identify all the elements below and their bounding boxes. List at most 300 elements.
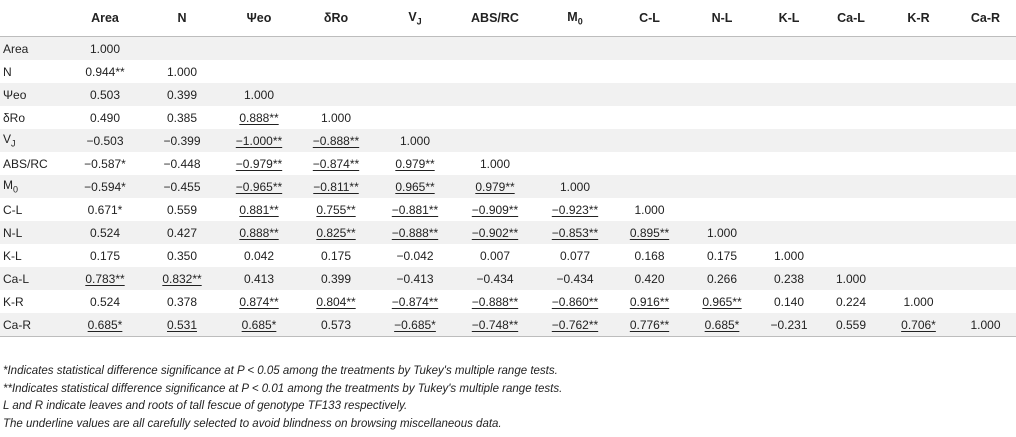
table-cell	[820, 198, 882, 221]
table-cell	[613, 152, 686, 175]
table-cell	[882, 175, 955, 198]
table-cell	[141, 83, 223, 106]
cell-value: 1.000	[634, 202, 665, 217]
cell-value: 0.825**	[316, 225, 356, 240]
table-row	[0, 152, 1016, 175]
table-row	[0, 290, 1016, 313]
cell-value: 0.531	[166, 317, 198, 332]
cell-value: 0.706*	[901, 317, 936, 332]
cell-value: 0.965**	[395, 179, 435, 194]
table-cell	[613, 244, 686, 267]
table-cell	[537, 244, 613, 267]
table-cell	[295, 152, 377, 175]
table-cell	[537, 106, 613, 129]
table-cell	[453, 37, 537, 61]
table-cell	[613, 221, 686, 244]
header-psi-eo: Ψeo	[223, 0, 295, 37]
cell-value: −0.811**	[313, 179, 359, 194]
cell-value: 0.175	[706, 248, 738, 263]
table-cell	[758, 83, 820, 106]
table-cell	[613, 106, 686, 129]
cell-value: −0.853**	[551, 225, 599, 240]
table-cell	[141, 106, 223, 129]
row-label: C-L	[0, 198, 69, 221]
table-cell	[141, 37, 223, 61]
cell-value: 0.881**	[239, 202, 279, 217]
table-cell	[882, 60, 955, 83]
table-row	[0, 244, 1016, 267]
cell-value: 0.671*	[87, 202, 123, 217]
row-label-sub: J	[11, 138, 16, 149]
table-cell	[955, 60, 1016, 83]
table-cell	[377, 267, 453, 290]
table-cell	[613, 198, 686, 221]
cell-value: −0.965**	[235, 179, 283, 194]
header-delta-ro: δRo	[295, 0, 377, 37]
cell-value: 0.685*	[704, 317, 740, 332]
header-area: Area	[69, 0, 141, 37]
table-cell	[453, 83, 537, 106]
table-cell	[377, 175, 453, 198]
table-cell	[882, 37, 955, 61]
table-cell	[613, 267, 686, 290]
table-cell	[686, 290, 758, 313]
cell-value: 1.000	[166, 64, 198, 79]
footnotes	[3, 363, 562, 433]
cell-value: 0.490	[89, 110, 121, 125]
table-row	[0, 37, 1016, 61]
row-label-main: V	[3, 132, 12, 147]
cell-value: −0.594*	[84, 179, 126, 194]
table-cell	[686, 83, 758, 106]
cell-value: −0.762**	[551, 317, 599, 332]
table-cell	[223, 60, 295, 83]
cell-value: −0.748**	[471, 317, 519, 332]
table-cell	[537, 175, 613, 198]
table-cell	[955, 244, 1016, 267]
table-cell	[955, 198, 1016, 221]
table-cell	[377, 37, 453, 61]
table-cell	[686, 129, 758, 152]
table-cell	[295, 290, 377, 313]
cell-value: −0.434	[476, 271, 514, 286]
cell-value: 0.685*	[87, 317, 123, 332]
table-cell	[141, 244, 223, 267]
footnote-abbreviations: L and R indicate leaves and roots of tall fescue of genotype TF133 respectively.	[3, 400, 408, 412]
table-cell	[537, 267, 613, 290]
table-row	[0, 175, 1016, 198]
table-cell	[613, 175, 686, 198]
table-cell	[69, 152, 141, 175]
table-cell	[223, 83, 295, 106]
cell-value: 0.413	[243, 271, 275, 286]
table-row	[0, 129, 1016, 152]
cell-value: 0.175	[320, 248, 352, 263]
row-label: Ca-R	[0, 313, 69, 337]
table-cell	[758, 129, 820, 152]
table-cell	[223, 221, 295, 244]
table-cell	[758, 244, 820, 267]
table-cell	[223, 152, 295, 175]
table-cell	[223, 290, 295, 313]
cell-value: 0.140	[773, 294, 805, 309]
footnote-p001: **Indicates statistical difference significance at P < 0.01 among the treatments by Tukey's multiple range tests.	[3, 382, 563, 395]
table-cell	[537, 129, 613, 152]
header-n-l: N-L	[686, 0, 758, 37]
table-cell	[882, 83, 955, 106]
cell-value: 0.168	[634, 248, 665, 263]
table-cell	[377, 221, 453, 244]
table-row	[0, 106, 1016, 129]
row-label	[0, 175, 69, 198]
cell-value: −0.503	[86, 133, 124, 148]
header-k-l: K-L	[758, 0, 820, 37]
table-cell	[955, 37, 1016, 61]
table-cell	[377, 313, 453, 337]
table-cell	[758, 60, 820, 83]
cell-value: 0.979**	[475, 179, 515, 194]
header-corner	[0, 0, 69, 37]
header-m0-sub: 0	[577, 16, 583, 27]
table-cell	[537, 313, 613, 337]
table-cell	[69, 129, 141, 152]
cell-value: 0.378	[166, 294, 198, 309]
cell-value: −0.888**	[312, 133, 360, 148]
cell-value: 0.224	[835, 294, 867, 309]
table-cell	[377, 129, 453, 152]
table-cell	[377, 106, 453, 129]
table-cell	[882, 313, 955, 337]
table-cell	[141, 221, 223, 244]
header-n: N	[141, 0, 223, 37]
table-cell	[613, 60, 686, 83]
cell-value: 1.000	[835, 271, 867, 286]
cell-value: 0.385	[166, 110, 198, 125]
cell-value: 1.000	[320, 110, 352, 125]
table-cell	[453, 129, 537, 152]
table-cell	[537, 221, 613, 244]
cell-value: 0.399	[166, 87, 198, 102]
row-label: K-R	[0, 290, 69, 313]
cell-value: 1.000	[479, 156, 511, 171]
cell-value: −0.685*	[394, 317, 436, 332]
cell-value: 0.832**	[162, 271, 202, 286]
row-label-sub: 0	[13, 184, 19, 195]
table-cell	[955, 175, 1016, 198]
table-cell	[141, 267, 223, 290]
table-cell	[537, 152, 613, 175]
cell-value: 0.874**	[239, 294, 279, 309]
table-cell	[69, 106, 141, 129]
cell-value: 0.238	[773, 271, 805, 286]
table-cell	[69, 60, 141, 83]
cell-value: 1.000	[903, 294, 934, 309]
cell-value: 0.685*	[241, 317, 277, 332]
table-cell	[377, 83, 453, 106]
table-cell	[686, 198, 758, 221]
row-label: N	[0, 60, 69, 83]
cell-value: 0.524	[89, 225, 121, 240]
cell-value: −0.902**	[471, 225, 519, 240]
table-cell	[377, 244, 453, 267]
table-cell	[955, 129, 1016, 152]
cell-value: 0.399	[320, 271, 352, 286]
cell-value: −0.860**	[551, 294, 599, 309]
table-cell	[69, 244, 141, 267]
cell-value: 0.895**	[629, 225, 670, 240]
cell-value: 0.888**	[239, 225, 279, 240]
cell-value: 0.804**	[316, 294, 356, 309]
cell-value: 0.266	[706, 271, 738, 286]
table-cell	[758, 290, 820, 313]
cell-value: −0.923**	[551, 202, 599, 217]
table-cell	[141, 129, 223, 152]
table-cell	[686, 152, 758, 175]
cell-value: 0.559	[166, 202, 198, 217]
table-cell	[686, 221, 758, 244]
cell-value: 0.755**	[316, 202, 356, 217]
cell-value: −0.888**	[391, 225, 439, 240]
header-m0	[537, 0, 613, 37]
table-row	[0, 221, 1016, 244]
table-cell	[453, 221, 537, 244]
cell-value: −0.874**	[391, 294, 439, 309]
table-cell	[69, 313, 141, 337]
table-cell	[295, 83, 377, 106]
table-cell	[295, 60, 377, 83]
header-vj-main: V	[408, 9, 417, 24]
table-cell	[223, 175, 295, 198]
table-cell	[882, 106, 955, 129]
table-cell	[686, 313, 758, 337]
table-cell	[686, 267, 758, 290]
row-label: Area	[0, 37, 69, 61]
table-cell	[686, 37, 758, 61]
table-cell	[453, 290, 537, 313]
table-cell	[758, 267, 820, 290]
table-cell	[141, 313, 223, 337]
table-cell	[295, 313, 377, 337]
table-cell	[69, 198, 141, 221]
table-cell	[223, 198, 295, 221]
table-cell	[613, 83, 686, 106]
table-cell	[955, 106, 1016, 129]
cell-value: 0.175	[89, 248, 121, 263]
table-cell	[141, 290, 223, 313]
table-cell	[223, 129, 295, 152]
table-cell	[820, 244, 882, 267]
cell-value: −0.881**	[391, 202, 439, 217]
cell-value: 0.783**	[85, 271, 125, 286]
table-cell	[820, 152, 882, 175]
table-cell	[377, 290, 453, 313]
table-row	[0, 60, 1016, 83]
table-cell	[820, 221, 882, 244]
table-cell	[453, 175, 537, 198]
table-cell	[69, 37, 141, 61]
cell-value: 1.000	[773, 248, 805, 263]
row-label: Ca-L	[0, 267, 69, 290]
cell-value: −0.455	[163, 179, 201, 194]
table-cell	[882, 152, 955, 175]
cell-value: 0.888**	[239, 110, 279, 125]
table-cell	[295, 244, 377, 267]
table-cell	[453, 60, 537, 83]
cell-value: 1.000	[399, 133, 431, 148]
table-cell	[69, 83, 141, 106]
table-cell	[223, 106, 295, 129]
cell-value: 0.420	[634, 271, 665, 286]
table-cell	[141, 60, 223, 83]
table-cell	[820, 106, 882, 129]
table-cell	[820, 60, 882, 83]
cell-value: 1.000	[559, 179, 591, 194]
table-cell	[882, 198, 955, 221]
row-label: N-L	[0, 221, 69, 244]
header-vj-sub: J	[416, 16, 422, 27]
table-cell	[295, 267, 377, 290]
table-cell	[453, 313, 537, 337]
table-cell	[295, 106, 377, 129]
table-cell	[453, 198, 537, 221]
row-label: Ψeo	[0, 83, 69, 106]
cell-value: −0.231	[770, 317, 808, 332]
cell-value: 1.000	[970, 317, 1001, 332]
table-cell	[955, 290, 1016, 313]
table-cell	[223, 267, 295, 290]
table-row	[0, 198, 1016, 221]
header-ca-l: Ca-L	[820, 0, 882, 37]
table-cell	[686, 244, 758, 267]
table-cell	[295, 198, 377, 221]
table-cell	[613, 129, 686, 152]
table-cell	[141, 152, 223, 175]
table-cell	[882, 129, 955, 152]
table-cell	[955, 221, 1016, 244]
cell-value: 0.524	[89, 294, 121, 309]
table-cell	[686, 106, 758, 129]
table-cell	[537, 83, 613, 106]
header-vj	[377, 0, 453, 37]
table-cell	[377, 152, 453, 175]
table-row	[0, 83, 1016, 106]
cell-value: 0.042	[243, 248, 275, 263]
table-cell	[882, 267, 955, 290]
table-cell	[453, 152, 537, 175]
table-cell	[453, 106, 537, 129]
table-cell	[820, 37, 882, 61]
cell-value: 0.965**	[702, 294, 742, 309]
table-cell	[882, 244, 955, 267]
cell-value: −0.448	[163, 156, 201, 171]
row-label: δRo	[0, 106, 69, 129]
table-cell	[613, 290, 686, 313]
table-cell	[453, 267, 537, 290]
cell-value: −0.399	[163, 133, 201, 148]
table-row	[0, 313, 1016, 337]
table-body	[0, 37, 1016, 337]
table-cell	[820, 175, 882, 198]
header-row	[0, 0, 1016, 37]
row-label-main: M	[3, 178, 13, 193]
table-cell	[758, 175, 820, 198]
table-cell	[69, 267, 141, 290]
row-label: K-L	[0, 244, 69, 267]
table-cell	[141, 175, 223, 198]
table-cell	[758, 152, 820, 175]
table-cell	[537, 37, 613, 61]
table-cell	[295, 129, 377, 152]
table-cell	[141, 198, 223, 221]
cell-value: 0.077	[559, 248, 591, 263]
cell-value: −0.888**	[471, 294, 519, 309]
table-cell	[453, 244, 537, 267]
table-cell	[820, 83, 882, 106]
cell-value: 0.979**	[395, 156, 435, 171]
table-cell	[686, 60, 758, 83]
cell-value: 0.350	[166, 248, 198, 263]
cell-value: 1.000	[243, 87, 275, 102]
table-cell	[758, 37, 820, 61]
cell-value: 0.559	[835, 317, 867, 332]
table-cell	[295, 175, 377, 198]
cell-value: 1.000	[706, 225, 738, 240]
cell-value: 0.776**	[629, 317, 670, 332]
cell-value: 0.503	[89, 87, 121, 102]
table-cell	[613, 37, 686, 61]
header-ca-r: Ca-R	[955, 0, 1016, 37]
cell-value: −0.874**	[312, 156, 360, 171]
cell-value: 0.916**	[629, 294, 670, 309]
cell-value: 0.944**	[85, 64, 125, 79]
header-c-l: C-L	[613, 0, 686, 37]
cell-value: −1.000**	[235, 133, 283, 148]
table-cell	[955, 267, 1016, 290]
table-cell	[69, 221, 141, 244]
footnote-underline: The underline values are all carefully selected to avoid blindness on browsing miscellaneous data.	[3, 417, 502, 430]
table-cell	[955, 152, 1016, 175]
cell-value: −0.434	[556, 271, 594, 286]
table-row	[0, 267, 1016, 290]
cell-value: 0.427	[166, 225, 198, 240]
table-cell	[69, 290, 141, 313]
table-cell	[377, 198, 453, 221]
table-cell	[686, 175, 758, 198]
table-cell	[955, 313, 1016, 337]
table-cell	[820, 267, 882, 290]
cell-value: −0.413	[396, 271, 434, 286]
cell-value: 0.573	[320, 317, 352, 332]
row-label: ABS/RC	[0, 152, 69, 175]
table-cell	[820, 290, 882, 313]
table-cell	[882, 221, 955, 244]
row-label	[0, 129, 69, 152]
table-cell	[820, 129, 882, 152]
table-cell	[223, 37, 295, 61]
header-m0-main: M	[567, 9, 578, 24]
cell-value: −0.979**	[235, 156, 283, 171]
cell-value: −0.909**	[471, 202, 519, 217]
table-cell	[758, 106, 820, 129]
table-cell	[758, 313, 820, 337]
table-cell	[758, 198, 820, 221]
cell-value: −0.587*	[84, 156, 126, 171]
header-abs-rc: ABS/RC	[453, 0, 537, 37]
table-cell	[820, 313, 882, 337]
table-cell	[537, 60, 613, 83]
table-cell	[537, 198, 613, 221]
table-cell	[377, 60, 453, 83]
